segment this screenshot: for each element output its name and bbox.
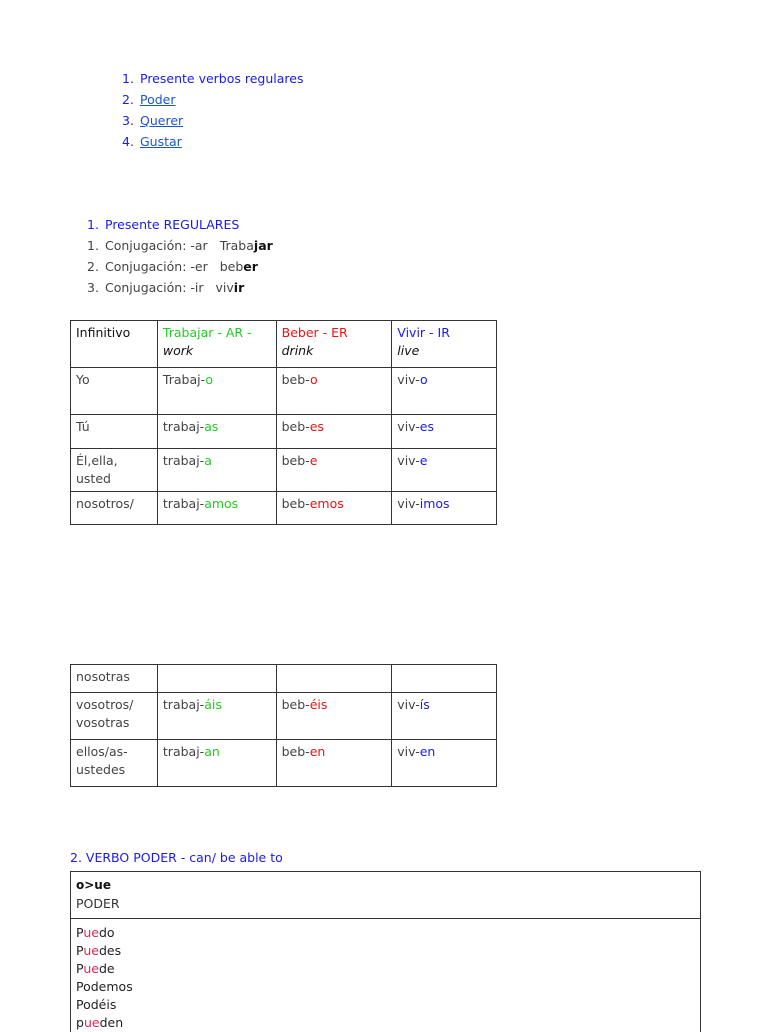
toc-item[interactable] bbox=[122, 68, 303, 89]
conjugation-table-2 bbox=[70, 664, 497, 787]
conjugation-table-1 bbox=[70, 320, 497, 525]
ar-cell: trabaj-a bbox=[157, 449, 276, 492]
toc-link-poder[interactable]: Poder bbox=[140, 92, 176, 107]
list-item: pueden bbox=[76, 1015, 124, 1030]
pronoun-cell: nosotros/ bbox=[71, 492, 158, 525]
toc-number: 1. bbox=[122, 71, 134, 86]
er-cell: beb-e bbox=[276, 449, 392, 492]
ir-cell: viv-o bbox=[392, 368, 497, 415]
toc-item[interactable] bbox=[122, 89, 303, 110]
er-cell: beb-o bbox=[276, 368, 392, 415]
pronoun-cell: Yo bbox=[71, 368, 158, 415]
list-item: Podemos bbox=[76, 979, 133, 994]
ir-cell: viv-ís bbox=[392, 693, 497, 740]
table-of-contents bbox=[122, 68, 303, 152]
ar-cell: Trabaj-o bbox=[157, 368, 276, 415]
ir-cell: viv-imos bbox=[392, 492, 497, 525]
pronoun-cell: Él,ella, usted bbox=[71, 449, 158, 492]
list-item: 2. Conjugación: -er beber bbox=[87, 259, 258, 274]
list-item: Puedes bbox=[76, 943, 122, 958]
header-er: Beber - ER drink bbox=[276, 321, 392, 368]
table-row bbox=[71, 740, 497, 787]
toc-link-presente[interactable]: Presente verbos regulares bbox=[140, 71, 304, 86]
table-row bbox=[71, 449, 497, 492]
poder-forms bbox=[76, 924, 133, 1032]
poder-header-cell bbox=[71, 872, 700, 919]
toc-link-querer[interactable]: Querer bbox=[140, 113, 184, 128]
toc-number: 3. bbox=[122, 113, 134, 128]
list-item: 1. Conjugación: -ar Trabajar bbox=[87, 238, 273, 253]
ar-cell: trabaj-an bbox=[157, 740, 276, 787]
toc-number: 4. bbox=[122, 134, 134, 149]
toc-item[interactable] bbox=[122, 131, 303, 152]
ar-cell: trabaj-áis bbox=[157, 693, 276, 740]
verb-label: PODER bbox=[76, 896, 120, 911]
ar-cell: trabaj-amos bbox=[157, 492, 276, 525]
table-row bbox=[71, 415, 497, 449]
list-item: Puede bbox=[76, 961, 115, 976]
section-heading: 1. Presente REGULARES bbox=[87, 217, 240, 232]
table-header-row bbox=[71, 321, 497, 368]
er-cell: beb-es bbox=[276, 415, 392, 449]
header-ir: Vivir - IR live bbox=[392, 321, 497, 368]
pronoun-cell: ellos/as- ustedes bbox=[71, 740, 158, 787]
section-presente-regulares bbox=[87, 214, 273, 298]
er-cell: beb-en bbox=[276, 740, 392, 787]
toc-link-gustar[interactable]: Gustar bbox=[140, 134, 182, 149]
table-row bbox=[71, 368, 497, 415]
ar-cell bbox=[157, 665, 276, 693]
pronoun-cell: nosotras bbox=[71, 665, 158, 693]
conjugation-list bbox=[87, 235, 273, 298]
toc-item[interactable] bbox=[122, 110, 303, 131]
ir-cell bbox=[392, 665, 497, 693]
er-cell: beb-éis bbox=[276, 693, 392, 740]
er-cell bbox=[276, 665, 392, 693]
table-row bbox=[71, 693, 497, 740]
ir-cell: viv-en bbox=[392, 740, 497, 787]
stem-change-label: o>ue bbox=[76, 878, 111, 892]
header-ar: Trabajar - AR - work bbox=[157, 321, 276, 368]
header-infinitivo: Infinitivo bbox=[71, 321, 158, 368]
section-heading-poder: 2. VERBO PODER - can/ be able to bbox=[70, 850, 283, 865]
ar-cell: trabaj-as bbox=[157, 415, 276, 449]
ir-cell: viv-e bbox=[392, 449, 497, 492]
list-item: Podéis bbox=[76, 997, 117, 1012]
toc-number: 2. bbox=[122, 92, 134, 107]
pronoun-cell: Tú bbox=[71, 415, 158, 449]
poder-table bbox=[70, 871, 701, 1032]
list-item: 3. Conjugación: -ir vivir bbox=[87, 280, 245, 295]
ir-cell: viv-es bbox=[392, 415, 497, 449]
pronoun-cell: vosotros/ vosotras bbox=[71, 693, 158, 740]
table-row bbox=[71, 665, 497, 693]
er-cell: beb-emos bbox=[276, 492, 392, 525]
table-row bbox=[71, 492, 497, 525]
list-item: Puedo bbox=[76, 925, 115, 940]
